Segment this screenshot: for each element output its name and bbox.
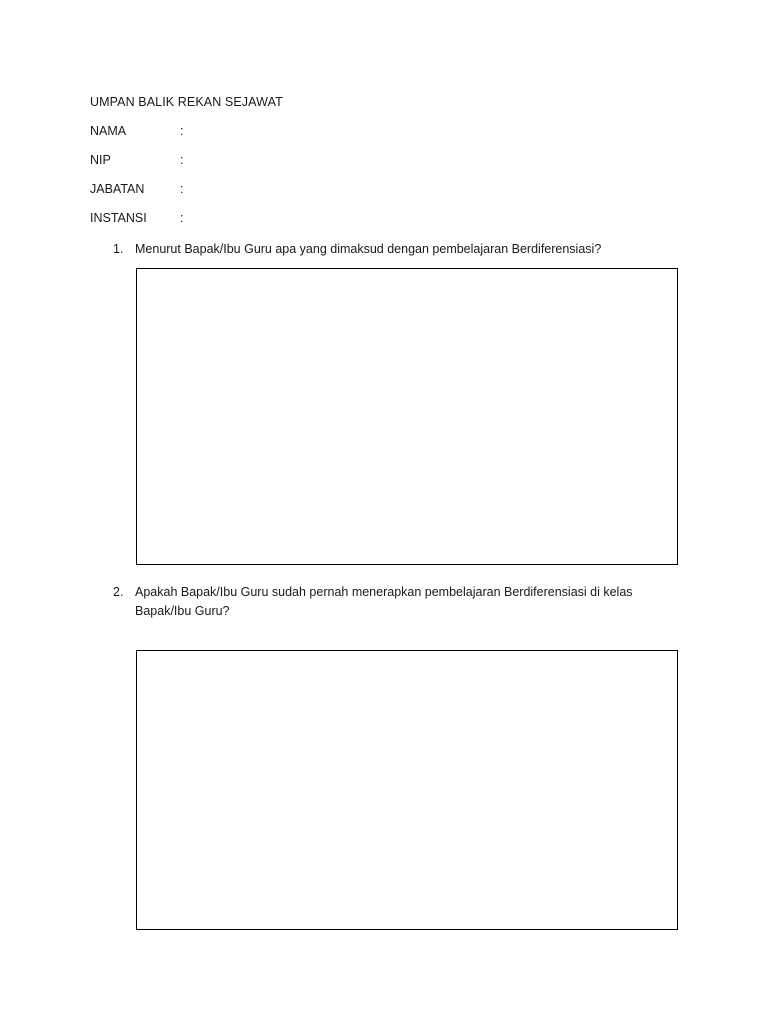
question-text: Menurut Bapak/Ibu Guru apa yang dimaksud dengan pembelajaran Berdiferensiasi?: [135, 242, 602, 256]
question-2: [113, 583, 673, 623]
field-label-jabatan: JABATAN: [90, 182, 145, 196]
field-label-nama: NAMA: [90, 124, 127, 138]
field-label-nip: NIP: [90, 153, 111, 167]
answer-box-2[interactable]: [136, 650, 678, 930]
question-number: 2.: [113, 585, 124, 599]
field-separator: :: [180, 153, 184, 167]
question-1: [113, 240, 673, 260]
question-number: 1.: [113, 242, 124, 256]
field-separator: :: [180, 211, 184, 225]
answer-box-1[interactable]: [136, 268, 678, 565]
page-title: UMPAN BALIK REKAN SEJAWAT: [90, 95, 283, 109]
field-separator: :: [180, 182, 184, 196]
field-label-instansi: INSTANSI: [90, 211, 147, 225]
field-separator: :: [180, 124, 184, 138]
question-text: Apakah Bapak/Ibu Guru sudah pernah menerapkan pembelajaran Berdiferensiasi di kelas Bapak/Ibu Guru?: [135, 585, 633, 618]
